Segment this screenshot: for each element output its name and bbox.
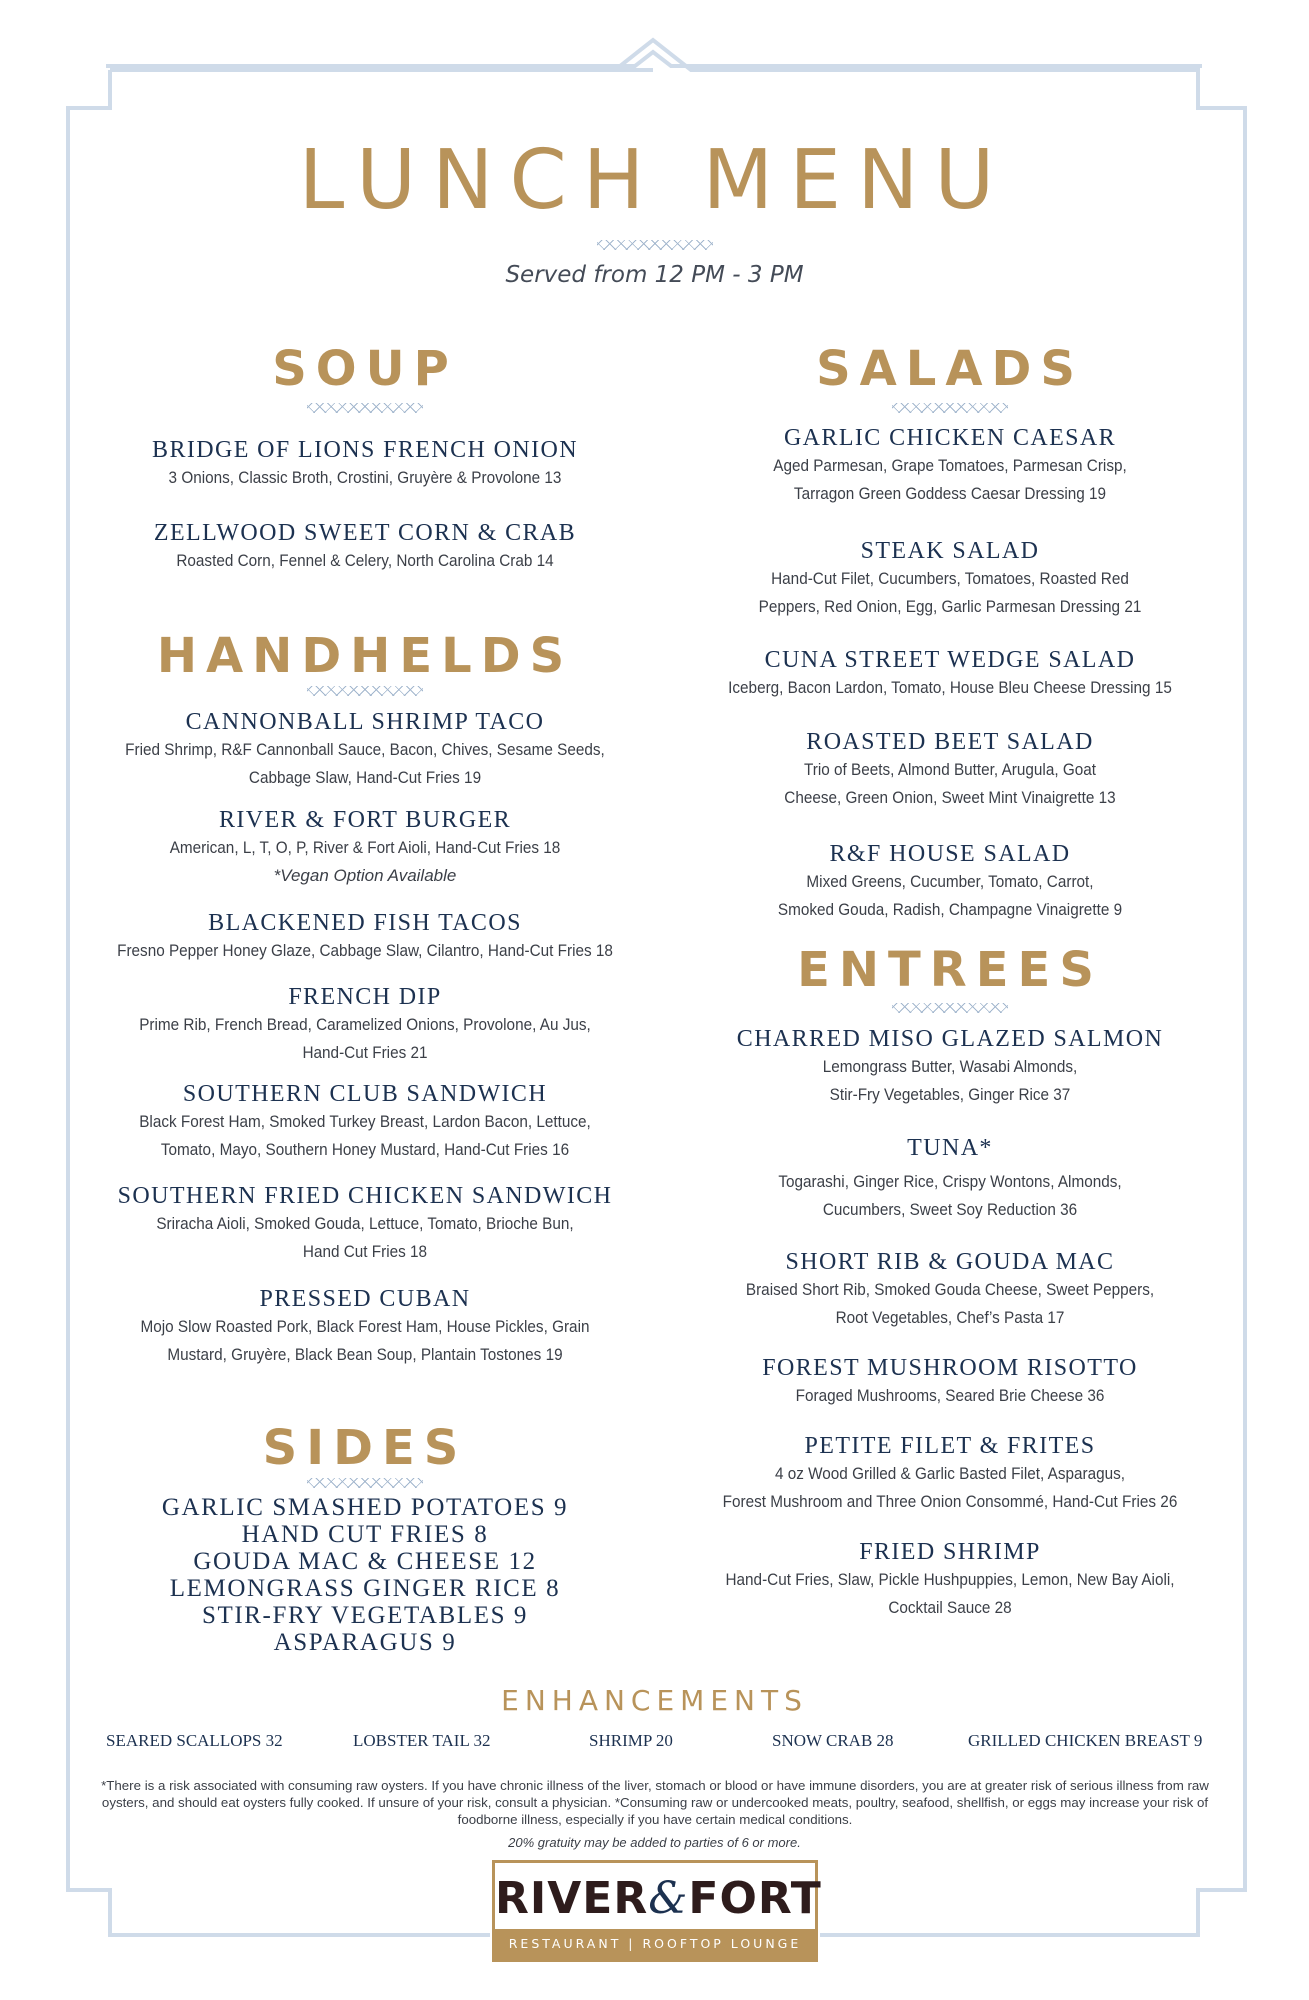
menu-title: LUNCH MENU: [298, 133, 1011, 228]
item-description: Fried Shrimp, R&F Cannonball Sauce, Bacon, Chives, Sesame Seeds,: [125, 740, 605, 759]
item-description: Togarashi, Ginger Rice, Crispy Wontons, Almonds,: [778, 1172, 1122, 1191]
item-description: Roasted Corn, Fennel & Celery, North Carolina Crab 14: [176, 551, 554, 570]
menu-item: [80, 1285, 650, 1369]
item-name: CHARRED MISO GLAZED SALMON: [736, 1026, 1164, 1052]
side-item: LEMONGRASS GINGER RICE 8: [169, 1575, 561, 1602]
item-name: RIVER & FORT BURGER: [218, 807, 512, 833]
menu-item: [670, 1248, 1230, 1332]
salads-heading: SALADS: [816, 341, 1084, 397]
enhancement-item: GRILLED CHICKEN BREAST 9: [968, 1731, 1203, 1750]
logo-word-river: RIVER: [495, 1873, 649, 1924]
item-description: Braised Short Rib, Smoked Gouda Cheese, Sweet Peppers,: [745, 1280, 1155, 1299]
item-name: GARLIC CHICKEN CAESAR: [783, 425, 1117, 451]
item-description: Prime Rib, French Bread, Caramelized Onions, Provolone, Au Jus,: [139, 1015, 591, 1034]
item-description: Mustard, Gruyère, Black Bean Soup, Plantain Tostones 19: [167, 1345, 563, 1364]
item-description: Cucumbers, Sweet Soy Reduction 36: [822, 1200, 1078, 1219]
menu-item: [80, 1182, 650, 1266]
menu-item: [670, 424, 1230, 508]
menu-item: [80, 806, 650, 890]
item-description: Hand Cut Fries 18: [302, 1242, 428, 1261]
item-description: Sriracha Aioli, Smoked Gouda, Lettuce, Tomato, Brioche Bun,: [156, 1214, 574, 1233]
entrees-heading: ENTREES: [797, 942, 1103, 998]
item-description: Tarragon Green Goddess Caesar Dressing 19: [793, 484, 1107, 503]
item-description: Stir-Fry Vegetables, Ginger Rice 37: [829, 1085, 1071, 1104]
menu-item: [80, 983, 650, 1067]
enhancement-item: SNOW CRAB 28: [772, 1731, 894, 1750]
item-note: *Vegan Option Available: [273, 866, 457, 885]
item-name: ZELLWOOD SWEET CORN & CRAB: [153, 520, 577, 546]
item-description: Lemongrass Butter, Wasabi Almonds,: [822, 1057, 1078, 1076]
item-description: Trio of Beets, Almond Butter, Arugula, Goat: [804, 760, 1096, 779]
menu-item: [670, 1538, 1230, 1622]
enhancement-item: SEARED SCALLOPS 32: [106, 1731, 283, 1750]
enhancements-heading: ENHANCEMENTS: [501, 1684, 808, 1717]
item-name: CUNA STREET WEDGE SALAD: [764, 647, 1136, 673]
side-item: GOUDA MAC & CHEESE 12: [193, 1548, 537, 1575]
item-description: Root Vegetables, Chef’s Pasta 17: [835, 1308, 1065, 1327]
item-name: SHORT RIB & GOUDA MAC: [785, 1249, 1115, 1275]
menu-item: [670, 840, 1230, 924]
soup-heading: SOUP: [272, 341, 458, 397]
item-description: Mixed Greens, Cucumber, Tomato, Carrot,: [806, 872, 1094, 891]
enhancement-item: LOBSTER TAIL 32: [353, 1731, 491, 1750]
item-description: Cocktail Sauce 28: [888, 1598, 1012, 1617]
health-disclaimer: *There is a risk associated with consuming raw oysters. If you have chronic illness of the liver, stomach or blood or have immune disorders, you are at greater risk of serious illness from raw oysters, and should eat oysters fully cooked. If unsure of your risk, consult a physician. *Consuming raw or undercooked meats, poultry, seafood, shellfish, or eggs may increase your risk of foodborne illness, especially if you have certain medical conditions.: [101, 1778, 1209, 1827]
serving-hours: Served from 12 PM - 3 PM: [505, 262, 804, 288]
menu-item: [80, 708, 650, 792]
item-description: Cabbage Slaw, Hand-Cut Fries 19: [248, 768, 482, 787]
logo-wordmark: [495, 1873, 822, 1925]
item-description: Hand-Cut Filet, Cucumbers, Tomatoes, Roasted Red: [771, 569, 1129, 588]
item-description: Peppers, Red Onion, Egg, Garlic Parmesan Dressing 21: [758, 597, 1142, 616]
sides-divider: [307, 1478, 423, 1488]
item-description: Foraged Mushrooms, Seared Brie Cheese 36: [795, 1386, 1105, 1405]
item-name: CANNONBALL SHRIMP TACO: [185, 709, 545, 735]
item-description: Mojo Slow Roasted Pork, Black Forest Ham, House Pickles, Grain: [140, 1317, 590, 1336]
item-name: ROASTED BEET SALAD: [806, 729, 1094, 755]
handhelds-heading: HANDHELDS: [156, 628, 574, 684]
item-description: Hand-Cut Fries 21: [302, 1043, 428, 1062]
gratuity-note: 20% gratuity may be added to parties of 6 or more.: [508, 1835, 801, 1850]
menu-item: [670, 537, 1230, 621]
item-description: American, L, T, O, P, River & Fort Aioli, Hand-Cut Fries 18: [169, 838, 561, 857]
river-and-fort-logo: [492, 1860, 822, 1962]
item-name: FRIED SHRIMP: [859, 1539, 1041, 1565]
sides-list: [80, 1494, 650, 1656]
item-description: Forest Mushroom and Three Onion Consommé, Hand-Cut Fries 26: [722, 1492, 1178, 1511]
item-name: TUNA*: [907, 1135, 993, 1161]
item-description: Tomato, Mayo, Southern Honey Mustard, Hand-Cut Fries 16: [160, 1140, 570, 1159]
menu-item: [670, 646, 1230, 702]
logo-tagline: RESTAURANT | ROOFTOP LOUNGE: [495, 1929, 815, 1959]
side-item: GARLIC SMASHED POTATOES 9: [161, 1494, 569, 1521]
menu-item: [670, 728, 1230, 812]
side-item: HAND CUT FRIES 8: [241, 1521, 489, 1548]
item-name: SOUTHERN CLUB SANDWICH: [182, 1081, 548, 1107]
menu-item: [670, 1025, 1230, 1109]
menu-item: [80, 1080, 650, 1164]
item-name: PRESSED CUBAN: [259, 1286, 471, 1312]
menu-item: [80, 436, 650, 492]
menu-item: [670, 1432, 1230, 1516]
item-description: 3 Onions, Classic Broth, Crostini, Gruyère & Provolone 13: [168, 468, 562, 487]
item-name: BRIDGE OF LIONS FRENCH ONION: [152, 437, 578, 463]
item-name: PETITE FILET & FRITES: [804, 1433, 1096, 1459]
handhelds-divider: [307, 686, 423, 696]
menu-item: [670, 1354, 1230, 1410]
side-item: ASPARAGUS 9: [273, 1629, 457, 1656]
menu-item: [80, 519, 650, 575]
item-description: Smoked Gouda, Radish, Champagne Vinaigrette 9: [777, 900, 1123, 919]
logo-word-fort: FORT: [688, 1873, 822, 1924]
item-name: STEAK SALAD: [860, 538, 1040, 564]
salads-divider: [892, 403, 1008, 413]
menu-item: [670, 1134, 1230, 1224]
soup-divider: [307, 403, 423, 413]
entrees-divider: [892, 1003, 1008, 1013]
item-name: R&F HOUSE SALAD: [829, 841, 1071, 867]
sides-heading: SIDES: [262, 1420, 468, 1476]
item-name: FOREST MUSHROOM RISOTTO: [762, 1355, 1138, 1381]
item-description: 4 oz Wood Grilled & Garlic Basted Filet, Asparagus,: [774, 1464, 1126, 1483]
item-description: Fresno Pepper Honey Glaze, Cabbage Slaw, Cilantro, Hand-Cut Fries 18: [117, 941, 613, 960]
item-description: Cheese, Green Onion, Sweet Mint Vinaigrette 13: [784, 788, 1116, 807]
item-description: Iceberg, Bacon Lardon, Tomato, House Bleu Cheese Dressing 15: [728, 678, 1172, 697]
side-item: STIR-FRY VEGETABLES 9: [201, 1602, 529, 1629]
enhancement-item: SHRIMP 20: [589, 1731, 673, 1750]
item-description: Black Forest Ham, Smoked Turkey Breast, Lardon Bacon, Lettuce,: [139, 1112, 591, 1131]
item-name: BLACKENED FISH TACOS: [208, 910, 522, 936]
item-description: Hand-Cut Fries, Slaw, Pickle Hushpuppies, Lemon, New Bay Aioli,: [725, 1570, 1175, 1589]
item-name: SOUTHERN FRIED CHICKEN SANDWICH: [117, 1183, 613, 1209]
item-name: FRENCH DIP: [288, 984, 442, 1010]
logo-ampersand: &: [648, 1873, 689, 1924]
menu-item: [80, 909, 650, 965]
item-description: Aged Parmesan, Grape Tomatoes, Parmesan Crisp,: [773, 456, 1127, 475]
